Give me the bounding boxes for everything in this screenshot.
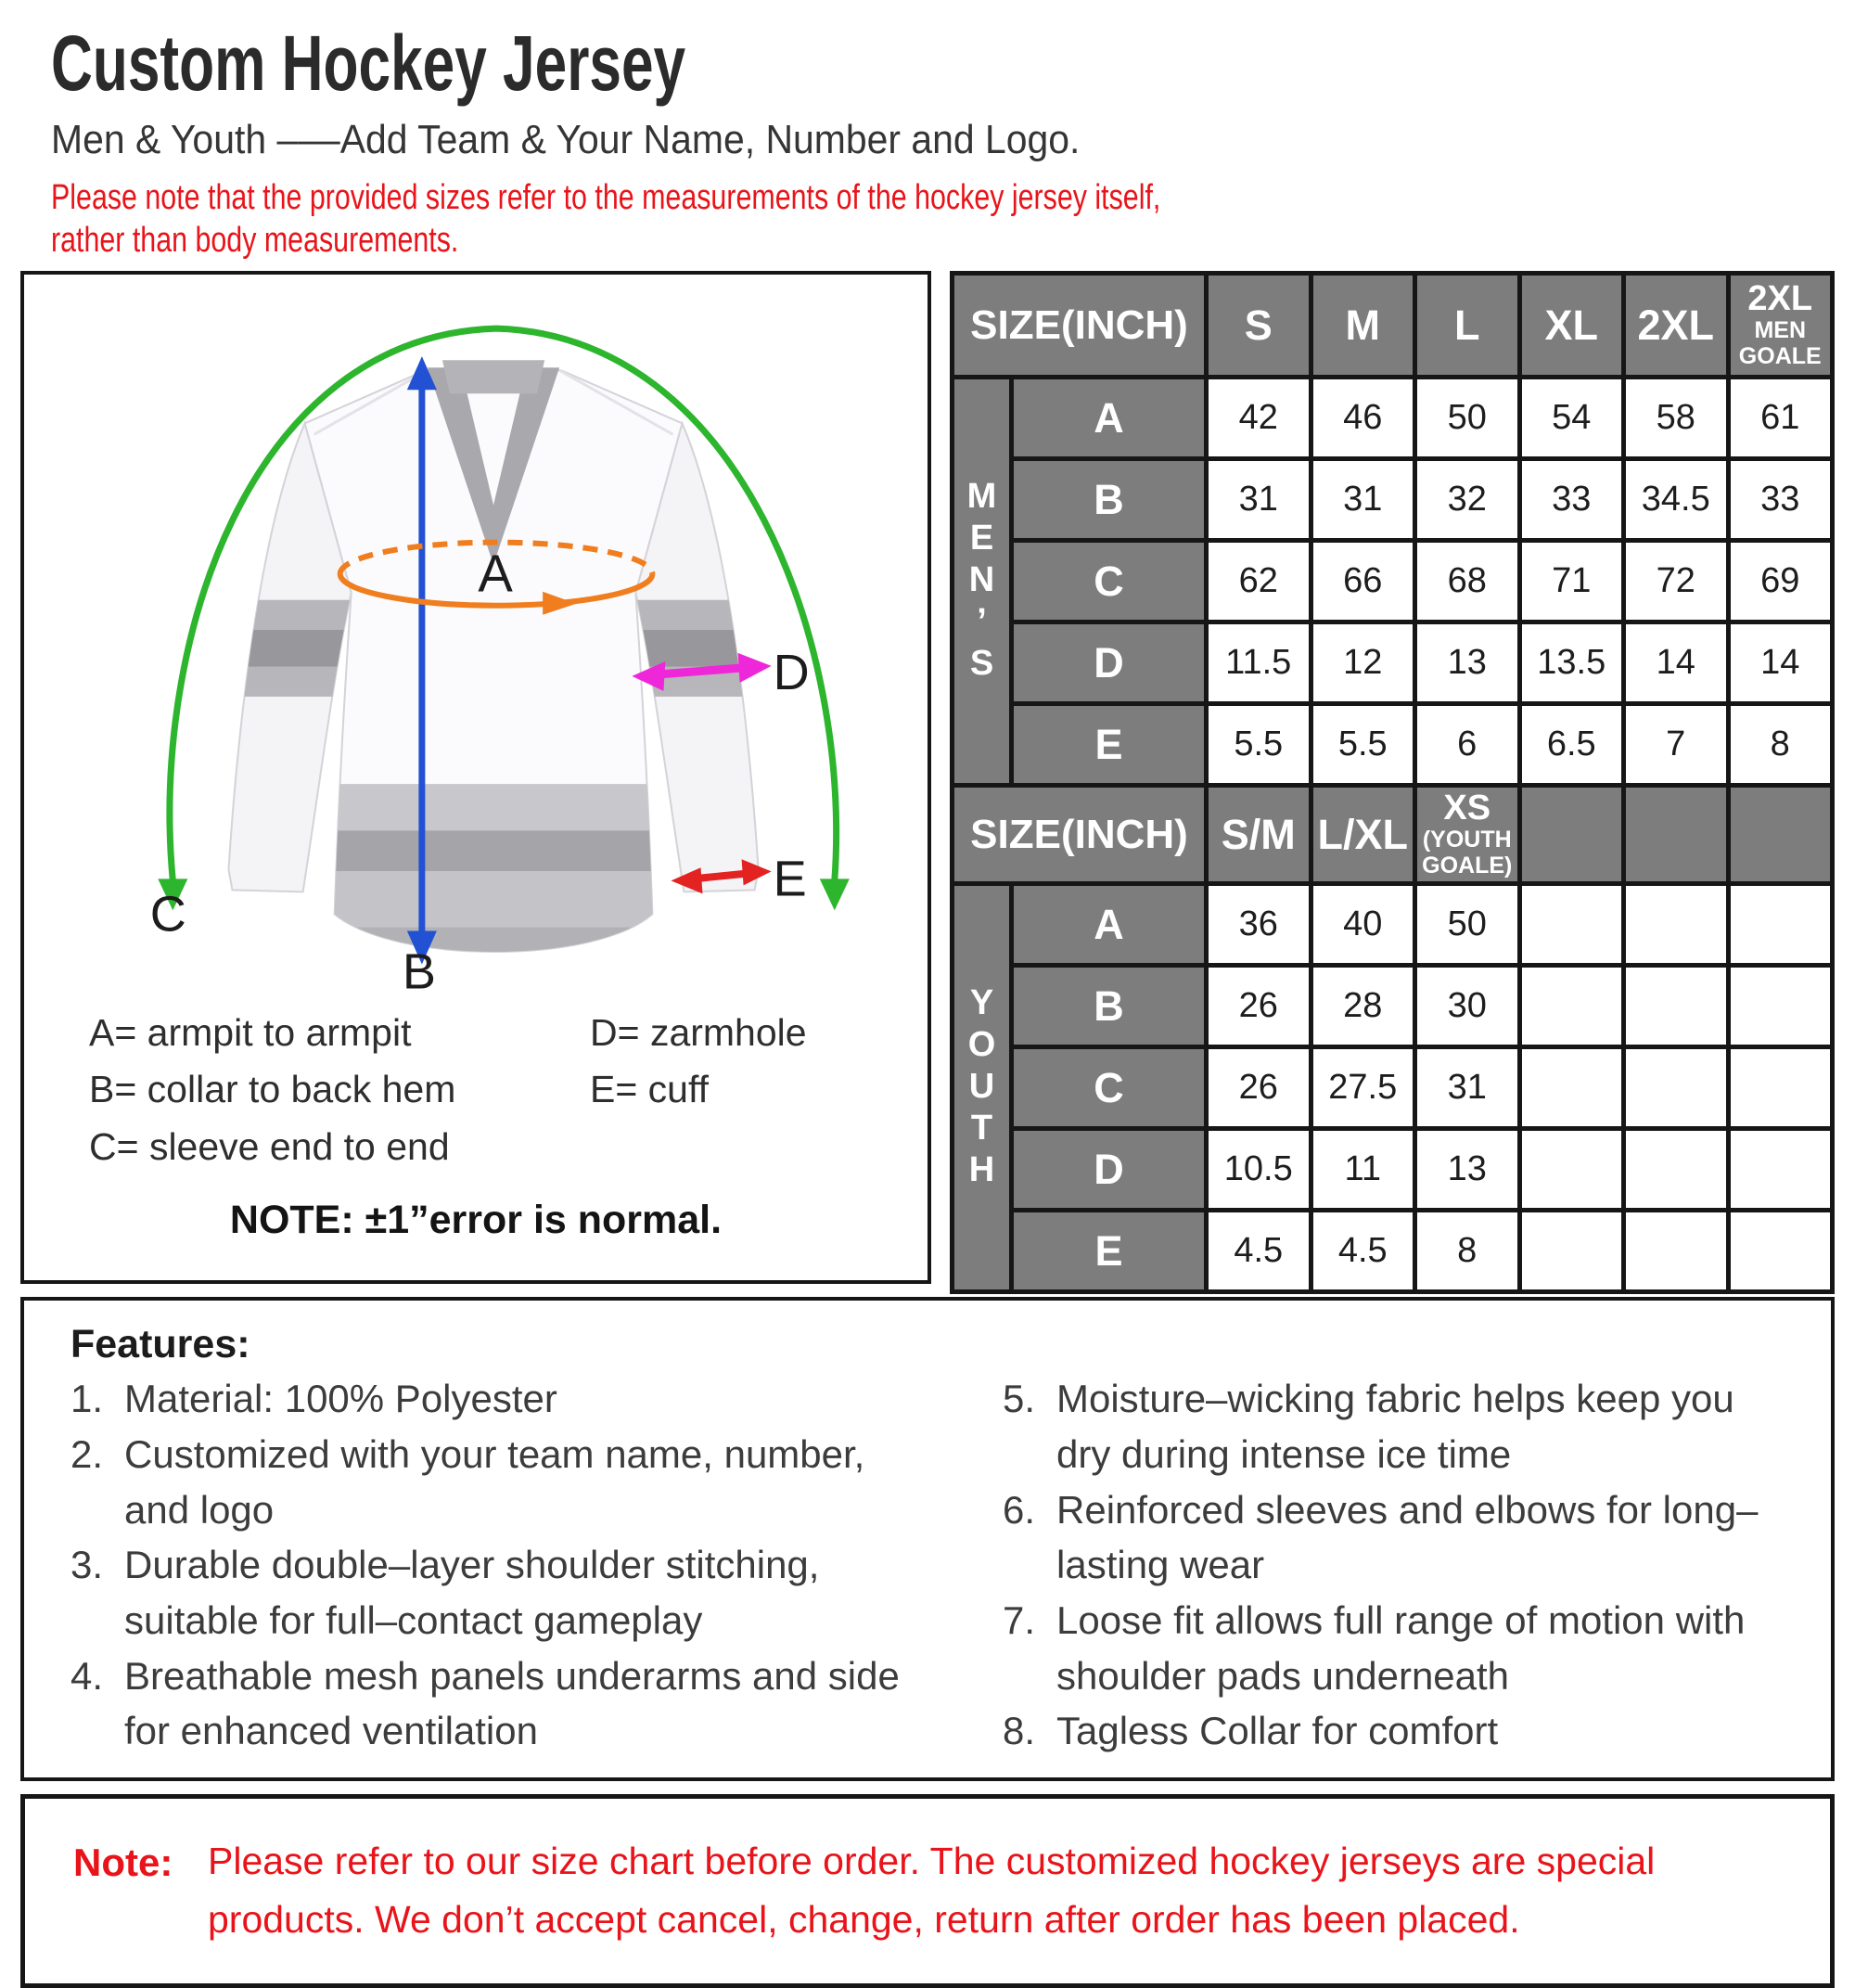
feature-item: 1. Material: 100% Polyester bbox=[70, 1377, 557, 1421]
men-row-d bbox=[953, 622, 1833, 704]
size-value-empty bbox=[1519, 966, 1624, 1047]
size-value: 8 bbox=[1415, 1211, 1520, 1292]
youth-row-e bbox=[953, 1211, 1833, 1292]
size-value: 13 bbox=[1415, 622, 1520, 704]
legend-right-column bbox=[590, 1005, 928, 1176]
size-value: 71 bbox=[1519, 541, 1624, 622]
size-value-empty bbox=[1519, 1129, 1624, 1211]
size-value-empty bbox=[1728, 884, 1833, 966]
youth-col-empty bbox=[1519, 786, 1624, 884]
measurement-legend bbox=[24, 1005, 928, 1176]
size-chart-panel bbox=[950, 271, 1835, 1284]
size-value: 33 bbox=[1519, 459, 1624, 541]
size-value: 5.5 bbox=[1207, 704, 1311, 786]
men-col-s: S bbox=[1207, 274, 1311, 378]
row-label: A bbox=[1012, 884, 1207, 966]
youth-col-xs-goalie bbox=[1415, 786, 1520, 884]
size-value-empty bbox=[1624, 966, 1729, 1047]
men-col-l: L bbox=[1415, 274, 1520, 378]
feature-item: 8. Tagless Collar for comfort bbox=[1003, 1709, 1499, 1753]
size-value: 34.5 bbox=[1624, 459, 1729, 541]
size-value: 14 bbox=[1728, 622, 1833, 704]
jersey-hem-stripes bbox=[317, 785, 671, 969]
size-value-empty bbox=[1624, 1211, 1729, 1292]
page-title: Custom Hockey Jersey bbox=[51, 19, 686, 107]
label-a: A bbox=[478, 545, 513, 604]
features-right-column bbox=[1003, 1371, 1803, 1758]
row-label: A bbox=[1012, 378, 1207, 459]
legend-item-d: D= zarmhole bbox=[590, 1010, 807, 1054]
features-left-column bbox=[70, 1371, 1003, 1758]
size-warning-line2: rather than body measurements. bbox=[51, 221, 459, 261]
men-row-c bbox=[953, 541, 1833, 622]
men-col-m: M bbox=[1311, 274, 1415, 378]
men-col-xl: XL bbox=[1519, 274, 1624, 378]
size-value: 33 bbox=[1728, 459, 1833, 541]
label-b: B bbox=[402, 943, 436, 995]
size-value: 68 bbox=[1415, 541, 1520, 622]
size-value: 54 bbox=[1519, 378, 1624, 459]
goalie-col-sub1: (YOUTH bbox=[1422, 827, 1512, 853]
measure-d-right-arrowhead bbox=[738, 653, 772, 683]
row-label: E bbox=[1012, 1211, 1207, 1292]
row-label: D bbox=[1012, 622, 1207, 704]
size-value: 31 bbox=[1311, 459, 1415, 541]
size-warning bbox=[51, 176, 1494, 263]
order-note-label: Note: bbox=[73, 1840, 173, 1884]
goalie-col-sub2: GOALE) bbox=[1422, 852, 1513, 879]
size-value: 12 bbox=[1311, 622, 1415, 704]
men-group-label: MEN’S bbox=[953, 378, 1012, 786]
size-value: 14 bbox=[1624, 622, 1729, 704]
goalie-col-sub1: MEN bbox=[1754, 317, 1807, 344]
men-header-row bbox=[953, 274, 1833, 378]
size-value-empty bbox=[1728, 1211, 1833, 1292]
size-value: 50 bbox=[1415, 378, 1520, 459]
size-value: 13.5 bbox=[1519, 622, 1624, 704]
order-note-section bbox=[20, 1794, 1835, 1988]
size-value: 31 bbox=[1415, 1047, 1520, 1129]
youth-group-label: YOUTH bbox=[953, 884, 1012, 1292]
size-warning-line1: Please note that the provided sizes refer to the measurements of the hockey jersey itself, bbox=[51, 177, 1161, 217]
jersey-back-collar bbox=[442, 361, 544, 394]
size-value: 40 bbox=[1311, 884, 1415, 966]
size-value: 4.5 bbox=[1207, 1211, 1311, 1292]
size-value: 31 bbox=[1207, 459, 1311, 541]
youth-size-inch-header: SIZE(INCH) bbox=[953, 786, 1207, 884]
feature-item: 5. Moisture–wicking fabric helps keep you dry during intense ice time bbox=[1003, 1377, 1734, 1477]
feature-item: 4. Breathable mesh panels underarms and side for enhanced ventilation bbox=[70, 1653, 900, 1753]
legend-item-e: E= cuff bbox=[590, 1068, 710, 1111]
size-value: 26 bbox=[1207, 1047, 1311, 1129]
row-label: E bbox=[1012, 704, 1207, 786]
size-value: 4.5 bbox=[1311, 1211, 1415, 1292]
size-value-empty bbox=[1624, 1047, 1729, 1129]
features-columns bbox=[70, 1371, 1803, 1758]
goalie-col-main: XS bbox=[1443, 789, 1491, 828]
size-value: 66 bbox=[1311, 541, 1415, 622]
size-value: 36 bbox=[1207, 884, 1311, 966]
content-panels bbox=[20, 271, 1835, 1284]
size-value: 10.5 bbox=[1207, 1129, 1311, 1211]
size-value: 72 bbox=[1624, 541, 1729, 622]
size-value-empty bbox=[1624, 1129, 1729, 1211]
size-value: 46 bbox=[1311, 378, 1415, 459]
feature-item: 7. Loose fit allows full range of motion with shoulder pads underneath bbox=[1003, 1597, 1746, 1698]
men-col-2xl-goalie bbox=[1728, 274, 1833, 378]
size-value-empty bbox=[1728, 1047, 1833, 1129]
size-value: 30 bbox=[1415, 966, 1520, 1047]
measurement-diagram-panel bbox=[20, 271, 931, 1284]
row-label: C bbox=[1012, 541, 1207, 622]
youth-row-b bbox=[953, 966, 1833, 1047]
row-label: C bbox=[1012, 1047, 1207, 1129]
size-value: 61 bbox=[1728, 378, 1833, 459]
youth-header-row bbox=[953, 786, 1833, 884]
feature-item: 3. Durable double–layer shoulder stitching, suitable for full–contact gameplay bbox=[70, 1543, 820, 1642]
size-value: 50 bbox=[1415, 884, 1520, 966]
size-value: 62 bbox=[1207, 541, 1311, 622]
features-heading: Features: bbox=[70, 1322, 250, 1367]
size-value: 8 bbox=[1728, 704, 1833, 786]
youth-row-a bbox=[953, 884, 1833, 966]
size-value: 7 bbox=[1624, 704, 1729, 786]
size-value: 13 bbox=[1415, 1129, 1520, 1211]
men-size-inch-header: SIZE(INCH) bbox=[953, 274, 1207, 378]
feature-item: 2. Customized with your team name, number, and logo bbox=[70, 1432, 865, 1532]
men-row-a bbox=[953, 378, 1833, 459]
youth-col-lxl: L/XL bbox=[1311, 786, 1415, 884]
label-d: D bbox=[773, 645, 810, 701]
features-section bbox=[20, 1297, 1835, 1780]
feature-item: 6. Reinforced sleeves and elbows for long–lasting wear bbox=[1003, 1487, 1759, 1587]
youth-col-sm: S/M bbox=[1207, 786, 1311, 884]
size-value: 6.5 bbox=[1519, 704, 1624, 786]
size-value-empty bbox=[1624, 884, 1729, 966]
page-subtitle: Men & Youth –––Add Team & Your Name, Number and Logo. bbox=[51, 116, 1081, 162]
size-value-empty bbox=[1728, 966, 1833, 1047]
size-chart-table bbox=[950, 271, 1835, 1294]
youth-row-c bbox=[953, 1047, 1833, 1129]
size-value-empty bbox=[1519, 1047, 1624, 1129]
size-value: 32 bbox=[1415, 459, 1520, 541]
size-value-empty bbox=[1519, 1211, 1624, 1292]
youth-row-d bbox=[953, 1129, 1833, 1211]
youth-col-empty bbox=[1728, 786, 1833, 884]
size-value-empty bbox=[1728, 1129, 1833, 1211]
men-row-b bbox=[953, 459, 1833, 541]
legend-item-c: C= sleeve end to end bbox=[89, 1124, 450, 1168]
order-note-text: Please refer to our size chart before order. The customized hockey jerseys are special products. We don’t accept cancel, change, return after order has been placed. bbox=[208, 1839, 1656, 1942]
size-value: 27.5 bbox=[1311, 1047, 1415, 1129]
row-label: D bbox=[1012, 1129, 1207, 1211]
row-label: B bbox=[1012, 966, 1207, 1047]
youth-col-empty bbox=[1624, 786, 1729, 884]
legend-item-b: B= collar to back hem bbox=[89, 1068, 456, 1111]
men-col-2xl: 2XL bbox=[1624, 274, 1729, 378]
size-value: 6 bbox=[1415, 704, 1520, 786]
jersey-measurement-diagram bbox=[24, 275, 928, 995]
size-value: 11 bbox=[1311, 1129, 1415, 1211]
men-row-e bbox=[953, 704, 1833, 786]
size-value: 58 bbox=[1624, 378, 1729, 459]
label-e: E bbox=[773, 851, 807, 907]
tolerance-note: NOTE: ±1”error is normal. bbox=[229, 1198, 723, 1243]
label-c: C bbox=[149, 886, 186, 943]
size-value: 42 bbox=[1207, 378, 1311, 459]
row-label: B bbox=[1012, 459, 1207, 541]
size-value: 28 bbox=[1311, 966, 1415, 1047]
goalie-col-main: 2XL bbox=[1747, 279, 1813, 319]
goalie-col-sub2: GOALE bbox=[1738, 342, 1822, 369]
size-value: 5.5 bbox=[1311, 704, 1415, 786]
legend-left-column bbox=[89, 1005, 590, 1176]
size-value: 11.5 bbox=[1207, 622, 1311, 704]
measure-c-right-arrowhead bbox=[820, 879, 850, 911]
size-value: 69 bbox=[1728, 541, 1833, 622]
size-value: 26 bbox=[1207, 966, 1311, 1047]
size-value-empty bbox=[1519, 884, 1624, 966]
legend-item-a: A= armpit to armpit bbox=[89, 1010, 412, 1054]
page-header bbox=[0, 0, 1855, 262]
